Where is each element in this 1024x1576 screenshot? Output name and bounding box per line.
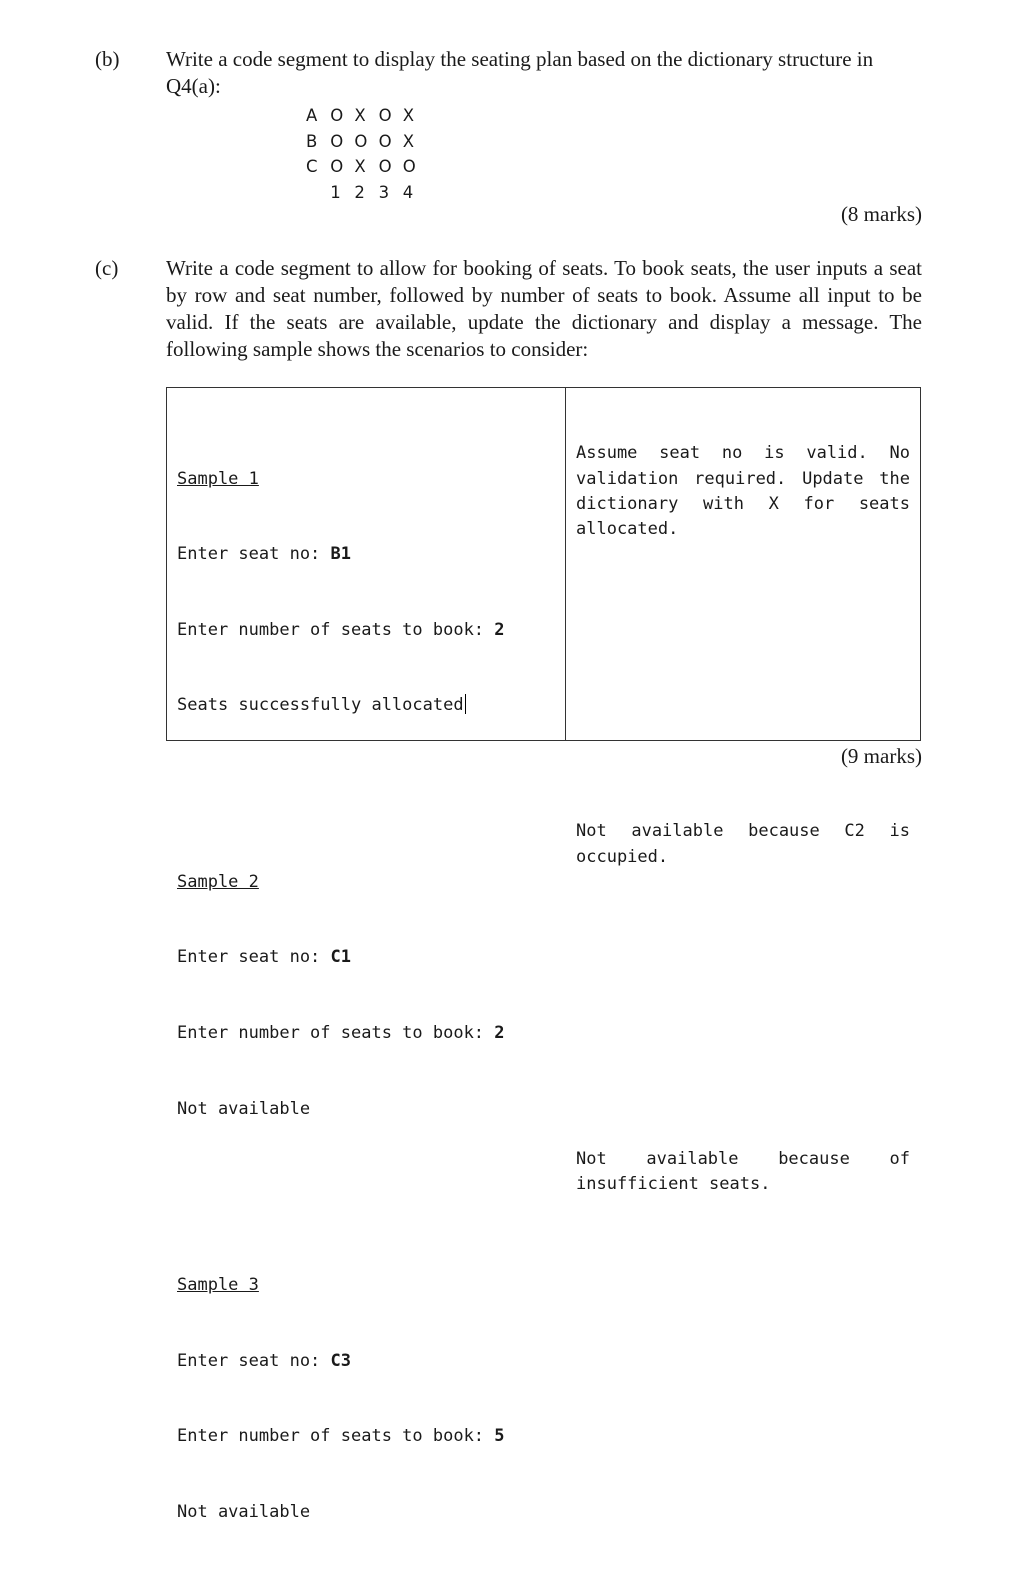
seat-cell: O	[330, 157, 344, 176]
seat-number-row	[306, 180, 427, 206]
seat-number: 3	[378, 182, 390, 202]
seat-input-value: C3	[330, 1350, 352, 1371]
result-line: Seats successfully allocated	[177, 695, 464, 716]
part-c-question: Write a code segment to allow for booking of seats. To book seats, the user inputs a seat by row and seat number, followed by number of seats to book. Assume all input to be valid. If the seats are available, update the dictionary and display a message. The following sample shows the scenarios to consider:	[166, 256, 922, 361]
result-line: Not available	[177, 1501, 311, 1522]
sample-note: Not available because of insufficient seats.	[576, 1148, 910, 1195]
seat-cell: O	[378, 106, 392, 125]
seat-number: 1	[330, 182, 341, 202]
result-line: Not available	[177, 1098, 311, 1119]
seating-plan	[306, 103, 427, 205]
row-label: C	[306, 157, 318, 176]
seating-plan-row	[306, 154, 427, 180]
part-b-marks: (8 marks)	[840, 202, 922, 226]
seat-number: 2	[354, 182, 365, 202]
count-input-value: 2	[494, 1023, 505, 1044]
part-c-marks: (9 marks)	[840, 744, 922, 768]
seat-cell: X	[354, 157, 366, 176]
sample-note: Not available because C2 is occupied.	[576, 821, 910, 867]
seat-cell: X	[402, 131, 415, 151]
seat-prompt-line: Enter seat no: B1	[177, 544, 352, 565]
seat-cell: O	[330, 106, 344, 125]
seating-plan-row	[306, 129, 427, 155]
part-c-label: (c)	[95, 256, 119, 280]
row-label: A	[306, 106, 318, 125]
count-prompt-line: Enter number of seats to book: 2	[177, 1023, 505, 1044]
text-cursor	[465, 694, 466, 714]
count-input-value: 2	[494, 619, 505, 640]
seat-number: 4	[402, 182, 414, 202]
sample-title: Sample 2	[177, 871, 259, 892]
seat-cell: X	[354, 106, 366, 125]
seat-cell: O	[378, 157, 392, 176]
sample-note: Assume seat no is valid. No validation required. Update the dictionary with X for seats allocated.	[576, 443, 910, 540]
sample-console-column	[167, 388, 566, 1522]
row-label: B	[306, 131, 318, 151]
count-prompt-line: Enter number of seats to book: 5	[177, 1426, 505, 1447]
part-b-label: (b)	[95, 47, 120, 71]
seat-cell: X	[402, 106, 415, 125]
seat-cell: O	[330, 131, 344, 151]
sample-title: Sample 3	[177, 1275, 259, 1296]
seat-input-value: B1	[330, 544, 352, 565]
sample-title: Sample 1	[177, 468, 259, 489]
count-input-value: 5	[494, 1426, 505, 1447]
part-b-question: Write a code segment to display the seating plan based on the dictionary structure in Q4(a):	[166, 47, 874, 98]
count-prompt-line: Enter number of seats to book: 2	[177, 619, 505, 640]
seating-plan-row	[306, 103, 427, 129]
seat-cell: O	[354, 131, 368, 151]
seat-prompt-line: Enter seat no: C3	[177, 1350, 352, 1371]
seat-cell: O	[378, 131, 392, 151]
seat-prompt-line: Enter seat no: C1	[177, 947, 352, 968]
seat-input-value: C1	[330, 947, 352, 968]
seat-cell: O	[402, 157, 416, 176]
